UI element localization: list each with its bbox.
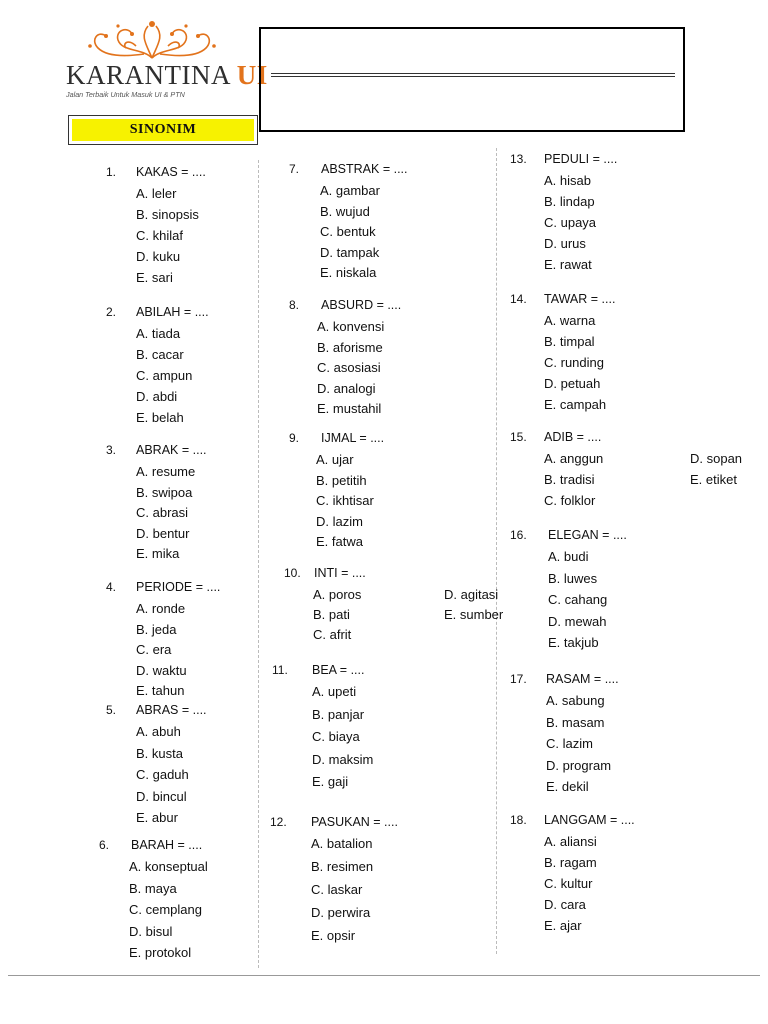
answer-option: E. mika bbox=[136, 546, 180, 561]
answer-option: E. rawat bbox=[544, 257, 592, 272]
answer-option: E. etiket bbox=[690, 472, 737, 487]
question-number: 9. bbox=[289, 431, 300, 445]
question-number: 8. bbox=[289, 298, 300, 312]
question-number: 1. bbox=[106, 165, 117, 179]
question-number: 11. bbox=[272, 663, 288, 677]
question-stem: INTI = .... bbox=[314, 566, 366, 580]
answer-option: C. afrit bbox=[313, 627, 352, 642]
question-number: 3. bbox=[106, 443, 117, 457]
answer-option: C. ampun bbox=[136, 368, 193, 383]
answer-option: D. abdi bbox=[136, 389, 178, 404]
question-stem: ELEGAN = .... bbox=[548, 528, 627, 542]
answer-option: D. analogi bbox=[317, 380, 376, 396]
answer-option: B. timpal bbox=[544, 334, 595, 349]
answer-option: E. takjub bbox=[548, 635, 599, 650]
answer-option: B. petitih bbox=[316, 472, 367, 488]
answer-option: D. agitasi bbox=[444, 587, 499, 602]
answer-option: C. laskar bbox=[311, 882, 363, 897]
question-number: 13. bbox=[510, 152, 527, 166]
answer-option: C. gaduh bbox=[136, 767, 189, 782]
question-number: 10. bbox=[284, 566, 301, 580]
answer-option: B. maya bbox=[129, 880, 177, 896]
answer-option: C. lazim bbox=[546, 736, 593, 751]
question-stem: ABSTRAK = .... bbox=[321, 162, 408, 176]
question-stem: PERIODE = .... bbox=[136, 580, 221, 594]
question-number: 7. bbox=[289, 162, 300, 176]
brand-name: KARANTINA UI bbox=[66, 60, 268, 90]
answer-option: B. sinopsis bbox=[136, 207, 199, 222]
answer-option: A. konseptual bbox=[129, 859, 208, 874]
answer-option: A. ujar bbox=[316, 452, 354, 467]
answer-option: D. mewah bbox=[548, 613, 607, 629]
answer-option: C. kultur bbox=[544, 876, 593, 891]
answer-option: E. dekil bbox=[546, 779, 589, 794]
answer-option: B. tradisi bbox=[544, 472, 595, 487]
question-stem: ABRAK = .... bbox=[136, 443, 207, 457]
answer-option: C. abrasi bbox=[136, 505, 189, 520]
answer-option: E. campah bbox=[544, 397, 607, 412]
answer-option: A. aliansi bbox=[544, 834, 597, 849]
answer-option: E. opsir bbox=[311, 928, 356, 943]
answer-option: D. lazim bbox=[316, 513, 363, 529]
answer-option: B. kusta bbox=[136, 745, 183, 761]
question-stem: ADIB = .... bbox=[544, 430, 602, 444]
answer-option: B. jeda bbox=[136, 621, 177, 637]
answer-option: C. upaya bbox=[544, 215, 597, 230]
answer-option: D. bincul bbox=[136, 788, 187, 804]
answer-option: D. bisul bbox=[129, 923, 173, 939]
answer-option: A. upeti bbox=[312, 684, 357, 699]
bottom-rule bbox=[8, 975, 760, 976]
answer-option: C. biaya bbox=[312, 729, 360, 744]
question-stem: ABRAS = .... bbox=[136, 703, 207, 717]
answer-option: A. ronde bbox=[136, 601, 186, 616]
answer-option: C. cemplang bbox=[129, 902, 202, 917]
question-stem: RASAM = .... bbox=[546, 672, 619, 686]
question-number: 4. bbox=[106, 580, 117, 594]
answer-option: B. wujud bbox=[320, 203, 370, 219]
answer-option: E. niskala bbox=[320, 265, 377, 280]
name-box bbox=[259, 27, 685, 132]
question-stem: IJMAL = .... bbox=[321, 431, 385, 445]
question-number: 16. bbox=[510, 528, 527, 542]
column-divider bbox=[258, 160, 259, 968]
answer-option: B. cacar bbox=[136, 347, 184, 362]
answer-option: E. belah bbox=[136, 410, 184, 425]
answer-option: B. pati bbox=[313, 607, 350, 622]
answer-option: A. poros bbox=[313, 587, 362, 602]
answer-option: A. resume bbox=[136, 464, 196, 479]
question-number: 5. bbox=[106, 703, 117, 717]
answer-option: D. waktu bbox=[136, 662, 187, 678]
answer-option: A. abuh bbox=[136, 724, 181, 739]
answer-option: A. anggun bbox=[544, 451, 604, 466]
logo bbox=[62, 18, 268, 104]
answer-option: C. asosiasi bbox=[317, 360, 381, 375]
question-number: 15. bbox=[510, 430, 527, 444]
answer-option: A. sabung bbox=[546, 693, 605, 708]
answer-option: E. fatwa bbox=[316, 534, 363, 549]
question-number: 17. bbox=[510, 672, 527, 686]
question-stem: PASUKAN = .... bbox=[311, 815, 398, 829]
column-divider bbox=[496, 148, 497, 954]
answer-option: A. leler bbox=[136, 186, 177, 201]
answer-option: D. petuah bbox=[544, 376, 601, 391]
answer-option: C. runding bbox=[544, 355, 604, 370]
answer-option: C. folklor bbox=[544, 493, 596, 508]
answer-option: E. sari bbox=[136, 270, 173, 285]
answer-option: B. swipoa bbox=[136, 484, 193, 500]
answer-option: A. konvensi bbox=[317, 319, 385, 334]
answer-option: C. cahang bbox=[548, 592, 608, 607]
answer-option: B. resimen bbox=[311, 859, 374, 874]
answer-option: D. perwira bbox=[311, 905, 371, 920]
question-stem: PEDULI = .... bbox=[544, 152, 618, 166]
answer-option: B. ragam bbox=[544, 855, 597, 870]
answer-option: C. era bbox=[136, 642, 172, 657]
answer-option: E. ajar bbox=[544, 918, 582, 933]
answer-option: A. budi bbox=[548, 549, 589, 564]
answer-option: C. khilaf bbox=[136, 228, 183, 243]
answer-option: B. panjar bbox=[312, 706, 365, 722]
section-title: SINONIM bbox=[68, 115, 258, 145]
answer-option: E. tahun bbox=[136, 683, 185, 698]
answer-option: A. tiada bbox=[136, 326, 181, 341]
answer-option: D. maksim bbox=[312, 751, 374, 767]
answer-option: E. abur bbox=[136, 810, 178, 825]
question-stem: BEA = .... bbox=[312, 663, 365, 677]
question-number: 2. bbox=[106, 305, 117, 319]
answer-option: D. program bbox=[546, 757, 612, 773]
answer-option: A. batalion bbox=[311, 836, 373, 851]
answer-option: E. gaji bbox=[312, 774, 349, 789]
answer-option: A. hisab bbox=[544, 173, 591, 188]
answer-option: C. ikhtisar bbox=[316, 493, 374, 508]
tagline: Jalan Terbaik Untuk Masuk UI & PTN bbox=[66, 90, 185, 99]
answer-option: D. cara bbox=[544, 897, 586, 912]
answer-option: E. mustahil bbox=[317, 401, 382, 416]
answer-option: B. aforisme bbox=[317, 339, 383, 355]
question-stem: TAWAR = .... bbox=[544, 292, 616, 306]
answer-option: E. sumber bbox=[444, 607, 504, 622]
answer-option: D. tampak bbox=[320, 244, 380, 260]
question-stem: KAKAS = .... bbox=[136, 165, 206, 179]
question-stem: ABSURD = .... bbox=[321, 298, 402, 312]
answer-option: A. warna bbox=[544, 313, 596, 328]
question-stem: LANGGAM = .... bbox=[544, 813, 635, 827]
question-number: 6. bbox=[99, 838, 110, 852]
answer-option: E. protokol bbox=[129, 945, 192, 960]
question-number: 18. bbox=[510, 813, 527, 827]
question-stem: ABILAH = .... bbox=[136, 305, 209, 319]
answer-option: B. masam bbox=[546, 714, 605, 730]
answer-option: D. sopan bbox=[690, 451, 743, 466]
answer-option: C. bentuk bbox=[320, 224, 376, 239]
question-number: 14. bbox=[510, 292, 527, 306]
floral-ornament-icon bbox=[82, 18, 222, 62]
answer-option: D. urus bbox=[544, 236, 586, 251]
answer-option: B. luwes bbox=[548, 570, 598, 586]
answer-option: A. gambar bbox=[320, 183, 380, 198]
question-number: 12. bbox=[270, 815, 287, 829]
answer-option: D. kuku bbox=[136, 249, 181, 264]
answer-option: D. bentur bbox=[136, 525, 190, 541]
answer-option: B. lindap bbox=[544, 194, 595, 209]
question-stem: BARAH = .... bbox=[131, 838, 203, 852]
